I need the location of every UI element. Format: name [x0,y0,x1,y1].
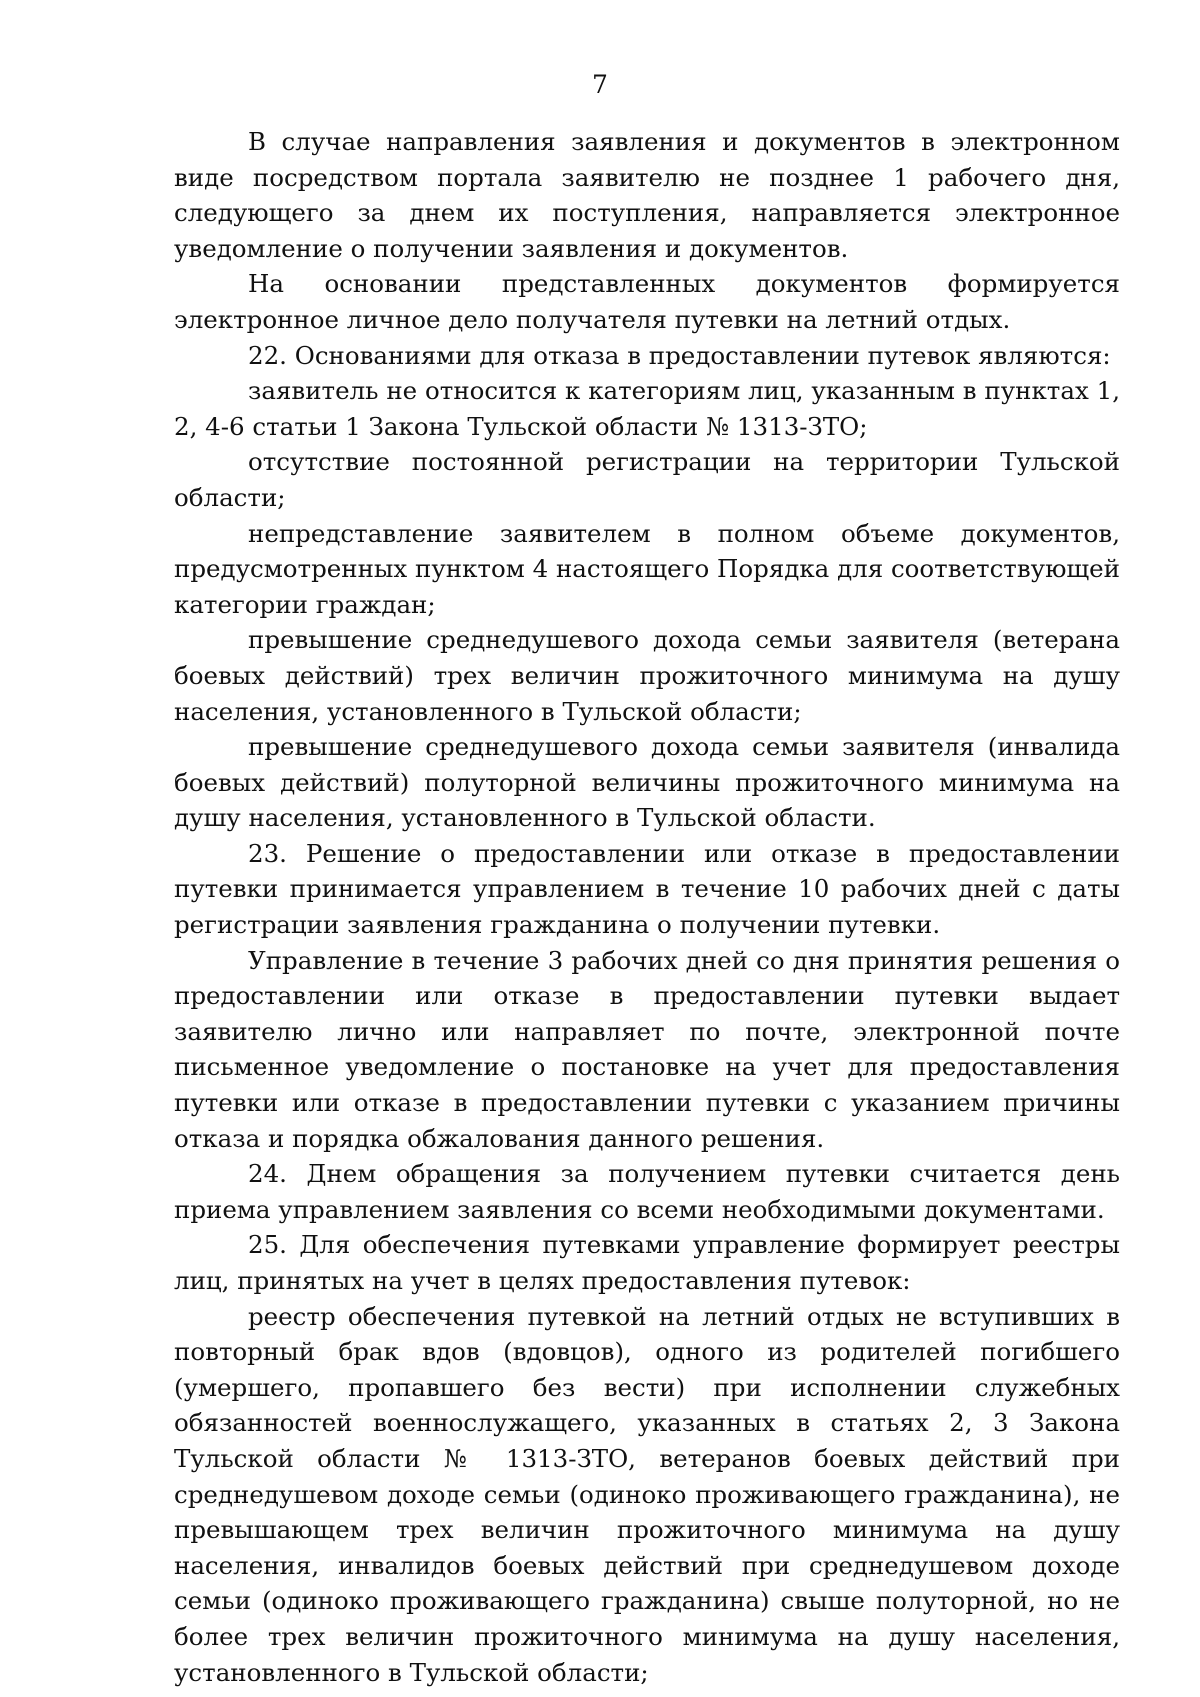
page-number: 7 [592,70,608,99]
paragraph-refusal-income-invalid: превышение среднедушевого дохода семьи заявителя (инвалида боевых действий) полуторной величины прожиточного минимума на душу населения, установленного в Тульской области. [174,732,1120,833]
paragraph-25-registers: 25. Для обеспечения путевками управление формирует реестры лиц, принятых на учет в целях предоставления путевок: [174,1230,1120,1295]
paragraph-22-refusal-grounds: 22. Основаниями для отказа в предоставлении путевок являются: [248,340,1111,370]
paragraph-personal-file: На основании представленных документов формируется электронное личное дело получателя путевки на летний отдых. [174,269,1120,334]
paragraph-refusal-income-veteran: превышение среднедушевого дохода семьи заявителя (ветерана боевых действий) трех величин прожиточного минимума на душу населения, установленного в Тульской области; [174,625,1120,726]
paragraph-notification: Управление в течение 3 рабочих дней со дня принятия решения о предоставлении или отказе в предоставлении путевки выдает заявителю лично или направляет по почте, электронной почте письменное уведомление о постановке на учет для предоставления путевки или отказе в предоставлении путевки с указанием причины отказа и порядка обжалования данного решения. [174,945,1120,1153]
paragraph-electronic-notification: В случае направления заявления и документов в электронном виде посредством портала заявителю не позднее 1 рабочего дня, следующего за днем их поступления, направляется электронное уведомление о получении заявления и документов. [174,127,1120,263]
paragraph-refusal-registration: отсутствие постоянной регистрации на территории Тульской области; [174,447,1120,512]
paragraph-refusal-category: заявитель не относится к категориям лиц, указанным в пунктах 1, 2, 4-6 статьи 1 Закона Тульской области № 1313-ЗТО; [174,376,1120,441]
paragraph-23-decision: 23. Решение о предоставлении или отказе в предоставлении путевки принимается управлением в течение 10 рабочих дней с даты регистрации заявления гражданина о получении путевки. [174,838,1120,940]
paragraph-refusal-documents: непредставление заявителем в полном объеме документов, предусмотренных пунктом 4 настоящего Порядка для соответствующей категории граждан; [174,518,1121,619]
document-body [174,124,1120,1690]
paragraph-24-application-day: 24. Днем обращения за получением путевки считается день приема управлением заявления со всеми необходимыми документами. [174,1159,1120,1224]
paragraph-register-widows: реестр обеспечения путевкой на летний отдых не вступивших в повторный брак вдов (вдовцов), одного из родителей погибшего (умершего, пропавшего без вести) при исполнении служебных обязанностей военнослужащего, указанных в статьях 2, 3 Закона Тульской области № 1313-ЗТО, ветеранов боевых действий при среднедушевом доходе семьи (одиноко проживающего гражданина), не превышающем трех величин прожиточного минимума на душу населения, инвалидов боевых действий при среднедушевом доходе семьи (одиноко проживающего гражданина) свыше полуторной, но не более трех величин прожиточного минимума на душу населения, установленного в Тульской области; [174,1301,1120,1687]
